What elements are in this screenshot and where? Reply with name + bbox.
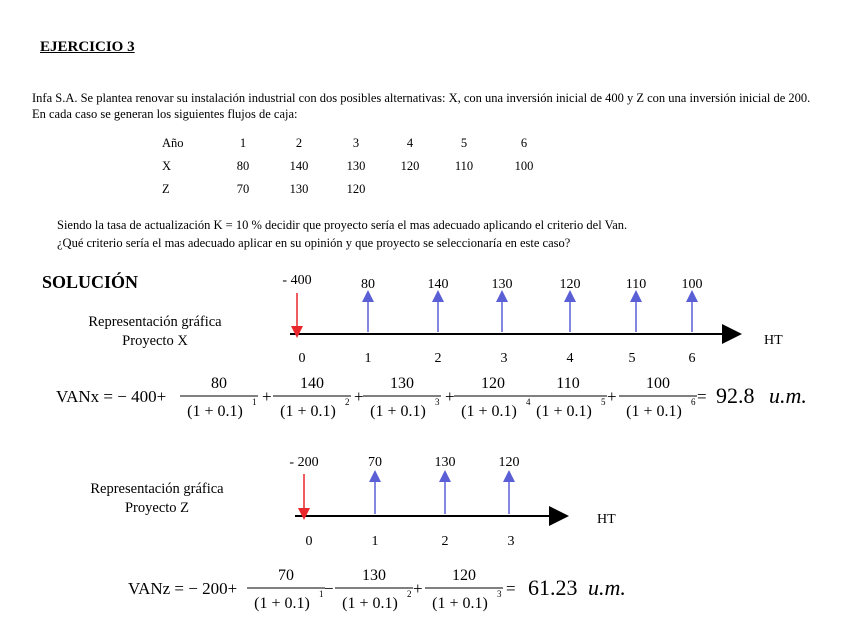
table-header-cell: 2 [295,136,303,150]
period-label: 2 [441,534,449,549]
table-header-cell: 3 [352,136,360,150]
table-cell: 100 [514,159,534,173]
question-1: Siendo la tasa de actualización K = 10 % decidir que proyecto sería el mas adecuado aplicando el criterio del Van. [57,218,628,232]
question-2: ¿Qué criterio sería el mas adecuado aplicar en su opinión y que proyecto se seleccionaría en este caso? [57,236,571,250]
timeline-project-x [282,273,783,366]
numerator: 130 [390,375,414,392]
exponent: 1 [252,397,257,407]
table-cell: 130 [289,182,309,196]
cash-flow-label: 120 [498,455,520,470]
investment-label: - 200 [289,455,319,470]
denominator: (1 + 0.1) [187,403,243,420]
cash-flow-label: 70 [368,455,382,470]
period-label: 2 [434,351,442,366]
result-value: 92.8 [716,383,755,408]
fraction-term [529,375,607,420]
fraction-term [324,567,413,612]
period-label: 5 [628,351,636,366]
rep-label: Representación gráfica [88,314,222,330]
operator: + [607,387,617,406]
exponent: 2 [407,589,412,599]
numerator: 120 [452,567,476,584]
table-cell: X [162,159,172,173]
table-cell: 120 [400,159,420,173]
period-label: 6 [688,351,696,366]
denominator: (1 + 0.1) [536,403,592,420]
cash-flow-label: 130 [491,277,513,292]
denominator: (1 + 0.1) [626,403,682,420]
period-label: 3 [507,534,515,549]
numerator: 110 [556,375,580,392]
cash-flow-label: 120 [559,277,581,292]
table-cell: 130 [346,159,366,173]
table-cell: 110 [454,159,474,173]
table-cell: 80 [236,159,250,173]
rep-label: Representación gráfica [90,481,224,497]
axis-label: HT [764,333,783,348]
formula-van-x [56,375,807,420]
cash-flow-label: 80 [361,277,375,292]
formula-van-z [128,567,626,612]
result-unit: u.m. [769,383,807,408]
cash-flow-label: 130 [434,455,456,470]
formula-prefix: VANx = − 400+ [56,387,167,406]
exponent: 2 [345,397,350,407]
exponent: 4 [526,397,531,407]
numerator: 130 [362,567,386,584]
fraction-term [413,567,503,612]
table-cell: Z [162,182,170,196]
denominator: (1 + 0.1) [432,595,488,612]
fraction-term [354,375,441,420]
fraction-term [445,375,532,420]
table-header-cell: 4 [406,136,414,150]
project-name: Proyecto Z [124,500,190,516]
cash-flow-label: 100 [681,277,703,292]
numerator: 140 [300,375,324,392]
table-header-cell: 5 [460,136,468,150]
investment-label: - 400 [282,273,312,288]
numerator: 100 [646,375,670,392]
numerator: 80 [211,375,227,392]
project-name: Proyecto X [122,333,188,349]
numerator: 70 [278,567,294,584]
exponent: 3 [435,397,440,407]
table-cell: 120 [346,182,366,196]
equals-sign: = [506,579,516,598]
result-value: 61.23 [528,575,578,600]
table-cell: 70 [236,182,250,196]
solution-heading: SOLUCIÓN [42,272,139,292]
exponent: 1 [319,589,324,599]
table-header-cell: 6 [520,136,528,150]
timeline-project-z [289,455,616,549]
cash-flow-label: 110 [625,277,647,292]
numerator: 120 [481,375,505,392]
table-header-cell: 1 [239,136,247,150]
cash-flow-label: 140 [427,277,449,292]
table-cell: 140 [289,159,309,173]
exercise-title: EJERCICIO 3 [40,39,135,55]
denominator: (1 + 0.1) [342,595,398,612]
period-label: 4 [566,351,574,366]
denominator: (1 + 0.1) [280,403,336,420]
fraction-term [607,375,697,420]
operator: + [413,579,423,598]
intro-paragraph: Infa S.A. Se plantea renovar su instalación industrial con dos posibles alternativas: X, con una inversión inicial de 400 y Z con una inversión inicial de 200. En cada caso se generan los siguientes flujos de caja: [32,91,811,121]
exponent: 5 [601,397,606,407]
result-unit: u.m. [588,575,626,600]
denominator: (1 + 0.1) [461,403,517,420]
period-label: 1 [371,534,379,549]
period-label: 1 [364,351,372,366]
formula-prefix: VANz = − 200+ [128,579,238,598]
operator: + [354,387,364,406]
fraction-term [180,375,258,420]
denominator: (1 + 0.1) [254,595,310,612]
operator: + [262,387,272,406]
operator: − [324,579,334,598]
period-label: 3 [500,351,508,366]
period-label: 0 [298,351,306,366]
fraction-term [247,567,325,612]
exponent: 6 [691,397,696,407]
table-header-cell: Año [162,136,184,150]
equals-sign: = [697,387,707,406]
period-label: 0 [305,534,313,549]
axis-label: HT [597,512,616,527]
fraction-term [262,375,351,420]
exponent: 3 [497,589,502,599]
denominator: (1 + 0.1) [370,403,426,420]
operator: + [445,387,455,406]
